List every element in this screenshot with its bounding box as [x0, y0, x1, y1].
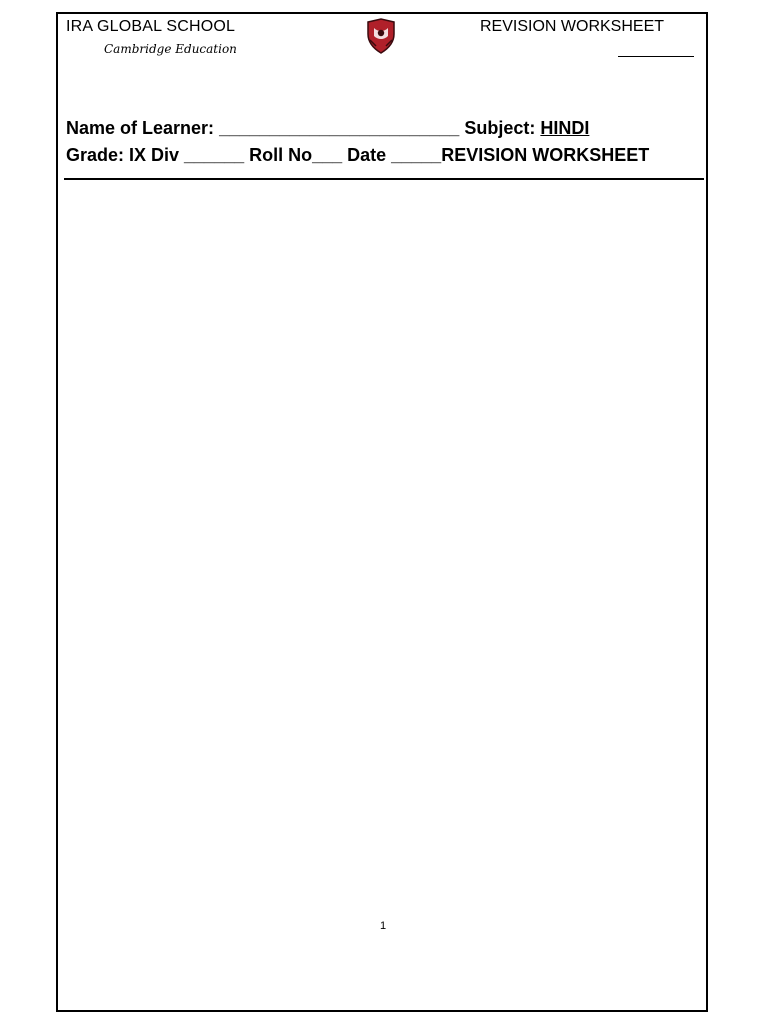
school-subtitle: Cambridge Education — [104, 42, 237, 56]
school-name: IRA GLOBAL SCHOOL — [66, 18, 236, 35]
document-title: REVISION WORKSHEET — [480, 18, 665, 35]
learner-name-row — [66, 118, 589, 139]
grade-text: Grade: IX Div ______ Roll No___ Date _____ — [66, 145, 442, 165]
worksheet-label: REVISION WORKSHEET — [441, 145, 650, 165]
page-number: 1 — [380, 920, 387, 932]
header-rule — [64, 178, 704, 180]
subject-value: HINDI — [540, 118, 590, 138]
header-blank-line — [618, 56, 694, 57]
grade-row — [66, 145, 649, 166]
school-crest-icon — [364, 18, 398, 54]
name-label: Name of Learner: — [66, 118, 215, 138]
subject-label: Subject: — [464, 118, 536, 138]
name-blank: ________________________ — [219, 118, 460, 138]
